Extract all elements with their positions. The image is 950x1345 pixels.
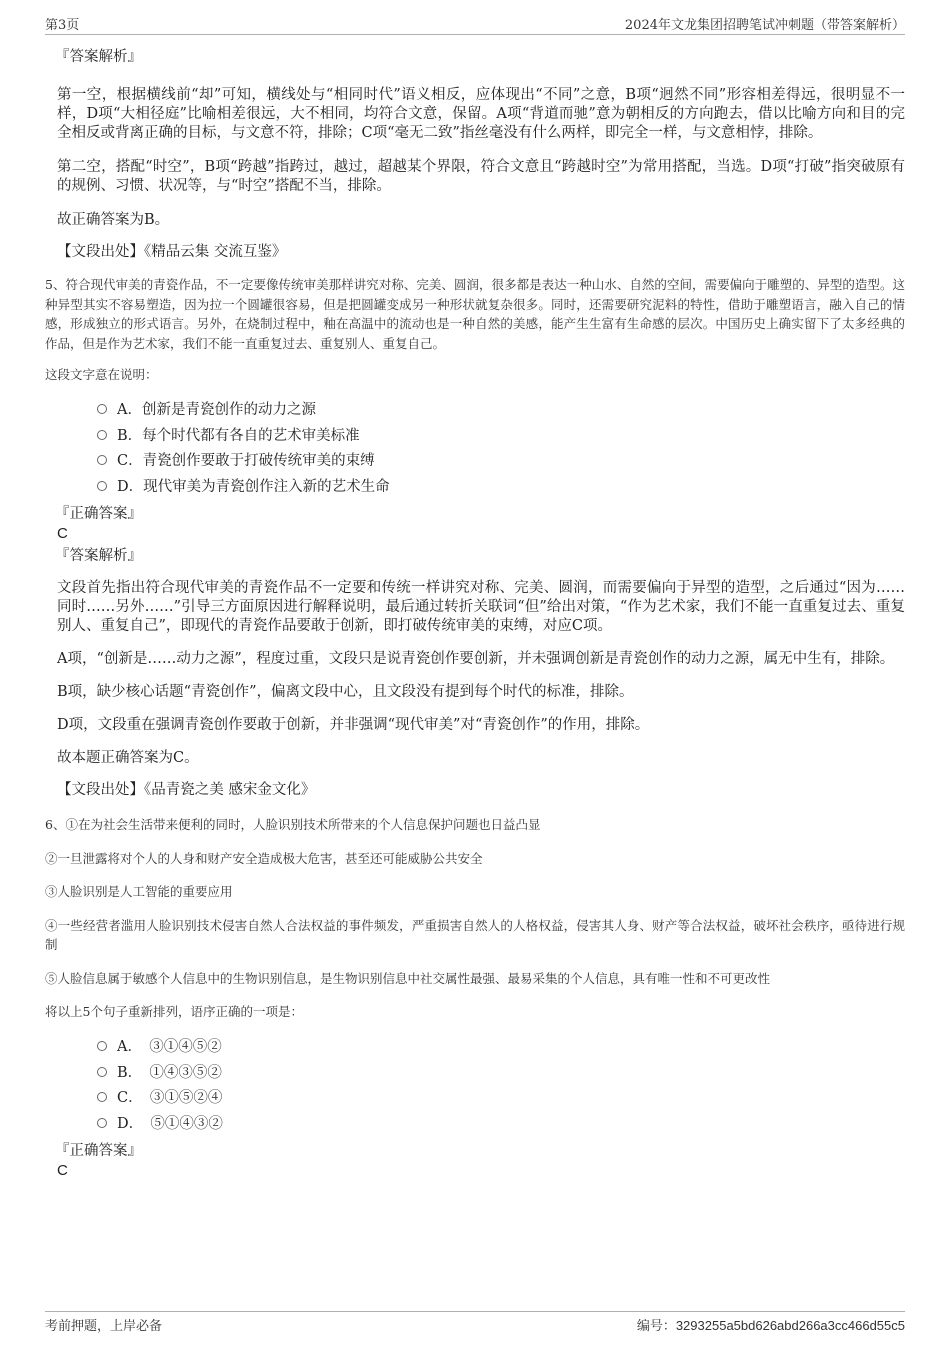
- radio-icon[interactable]: [97, 1118, 107, 1128]
- q6-options: [45, 1035, 905, 1137]
- q6-sentence-2: ②一旦泄露将对个人的人身和财产安全造成极大危害，甚至还可能威胁公共安全: [45, 850, 483, 866]
- radio-icon[interactable]: [97, 481, 107, 491]
- q6-option-c-label: C． ③①⑤②④: [117, 1090, 223, 1106]
- q5-analysis-para3: B项，缺少核心话题“青瓷创作”，偏离文段中心，且文段没有提到每个时代的标准，排除。: [57, 684, 634, 700]
- q4-source: 【文段出处】《精品云集 交流互鉴》: [57, 244, 287, 260]
- q5-option-c[interactable]: [97, 449, 905, 475]
- document-code: 编号：3293255a5bd626abd266a3cc466d55c5: [636, 1318, 905, 1333]
- q5-option-a[interactable]: [97, 398, 905, 424]
- page-content: [45, 40, 905, 1180]
- q5-option-d-label: D．现代审美为青瓷创作注入新的艺术生命: [117, 478, 390, 495]
- q6-sentence-5: ⑤人脸信息属于敏感个人信息中的生物识别信息，是生物识别信息中社交属性最强、最易采集的个人信息，具有唯一性和不可更改性: [45, 970, 771, 986]
- q6-prompt: 将以上5个句子重新排列，语序正确的一项是：: [45, 1004, 303, 1019]
- q6-option-b[interactable]: [97, 1061, 905, 1087]
- q4-analysis-para2: 第二空，搭配“时空”，B项“跨越”指跨过，越过，超越某个界限，符合文意且“跨越时空”为常用搭配，当选。D项“打破”指突破原有的规例、习惯、状况等，与“时空”搭配不当，排除。: [57, 159, 905, 194]
- q6-option-a[interactable]: [97, 1035, 905, 1061]
- footer-slogan: 考前押题，上岸必备: [45, 1319, 163, 1334]
- radio-icon[interactable]: [97, 1067, 107, 1077]
- q5-analysis-label: 『答案解析』: [55, 548, 142, 564]
- radio-icon[interactable]: [97, 1092, 107, 1102]
- q5-option-b-label: B．每个时代都有各自的艺术审美标准: [117, 427, 360, 444]
- q5-analysis-para4: D项，文段重在强调青瓷创作要敢于创新，并非强调“现代审美”对“青瓷创作”的作用，排除。: [57, 717, 650, 733]
- q5-analysis-para2: A项，“创新是……动力之源”，程度过重，文段只是说青瓷创作要创新，并未强调创新是青瓷创作的动力之源，属无中生有，排除。: [57, 651, 895, 667]
- q5-option-b[interactable]: [97, 424, 905, 450]
- q6-sentence-1: 6、①在为社会生活带来便利的同时，人脸识别技术所带来的个人信息保护问题也日益凸显: [45, 817, 541, 832]
- radio-icon[interactable]: [97, 430, 107, 440]
- radio-icon[interactable]: [97, 1041, 107, 1051]
- q5-option-c-label: C．青瓷创作要敢于打破传统审美的束缚: [117, 453, 375, 469]
- q6-option-b-label: B． ①④③⑤②: [117, 1064, 222, 1081]
- q5-option-d[interactable]: [97, 475, 905, 501]
- radio-icon[interactable]: [97, 404, 107, 414]
- q5-answer: C: [57, 525, 68, 542]
- q5-source: 【文段出处】《品青瓷之美 感宋金文化》: [57, 782, 316, 798]
- q5-stem: 5、符合现代审美的青瓷作品，不一定要像传统审美那样讲究对称、完美、圆润，很多都是表达一种山水、自然的空间，需要偏向于雕塑的、异型的造型。这种异型其实不容易塑造，因为拉一个圆罐很容易，但是把圆罐变成另一种形状就复杂很多。同时，还需要研究泥料的特性，借助于雕塑语言，融入自己的情感，形成独立的形式语言。另外，在烧制过程中，釉在高温中的流动也是一种自然的美感，能产生生富有生命感的层次。中国历史上确实留下了太多经典的作品，但是作为艺术家，我们不能一直重复过去、重复别人、重复自己。: [45, 277, 905, 351]
- page-number: 第3页: [45, 18, 80, 33]
- q6-option-d[interactable]: [97, 1112, 905, 1138]
- q5-options: [45, 398, 905, 500]
- q5-analysis-para1: 文段首先指出符合现代审美的青瓷作品不一定要和传统一样讲究对称、完美、圆润，而需要偏向于异型的造型，之后通过“因为……同时……另外……”引导三方面原因进行解释说明，最后通过转折关联词“但”给出对策，“作为艺术家，我们不能一直重复过去、重复别人、重复自己”，即现代的青瓷作品要敢于创新，即打破传统审美的束缚，对应C项。: [57, 580, 905, 634]
- document-title: 2024年文龙集团招聘笔试冲刺题（带答案解析）: [624, 18, 905, 33]
- q6-sentence-4: ④一些经营者滥用人脸识别技术侵害自然人合法权益的事件频发，严重损害自然人的人格权益，侵害其人身、财产等合法权益，破坏社会秩序，亟待进行规制: [45, 917, 905, 952]
- q5-option-a-label: A．创新是青瓷创作的动力之源: [117, 402, 316, 418]
- q6-option-c[interactable]: [97, 1086, 905, 1112]
- q6-answer: C: [57, 1162, 68, 1179]
- q6-sentence-3: ③人脸识别是人工智能的重要应用: [45, 884, 233, 899]
- q6-option-d-label: D． ⑤①④③②: [117, 1115, 223, 1132]
- q5-prompt: 这段文字意在说明：: [45, 367, 158, 382]
- q4-analysis-label: 『答案解析』: [55, 49, 142, 65]
- q4-analysis-para1: 第一空，根据横线前“却”可知，横线处与“相同时代”语义相反，应体现出“不同”之意，B项“迥然不同”形容相差得远，很明显不一样，D项“大相径庭”比喻相差很远，大不相同，均符合文意，保留。A项“背道而驰”意为朝相反的方向跑去，借以比喻方向和目的完全相反或背离正确的目标，与文意不符，排除；C项“毫无二致”指丝毫没有什么两样，即完全一样，与文意相悖，排除。: [57, 87, 905, 141]
- page-footer: [45, 1311, 905, 1334]
- q4-conclusion: 故正确答案为B。: [57, 212, 170, 228]
- page-header: [45, 12, 905, 35]
- q5-conclusion: 故本题正确答案为C。: [57, 750, 199, 766]
- q6-option-a-label: A． ③①④⑤②: [117, 1039, 222, 1055]
- radio-icon[interactable]: [97, 455, 107, 465]
- q5-answer-label: 『正确答案』: [55, 506, 142, 522]
- q6-answer-label: 『正确答案』: [55, 1143, 142, 1159]
